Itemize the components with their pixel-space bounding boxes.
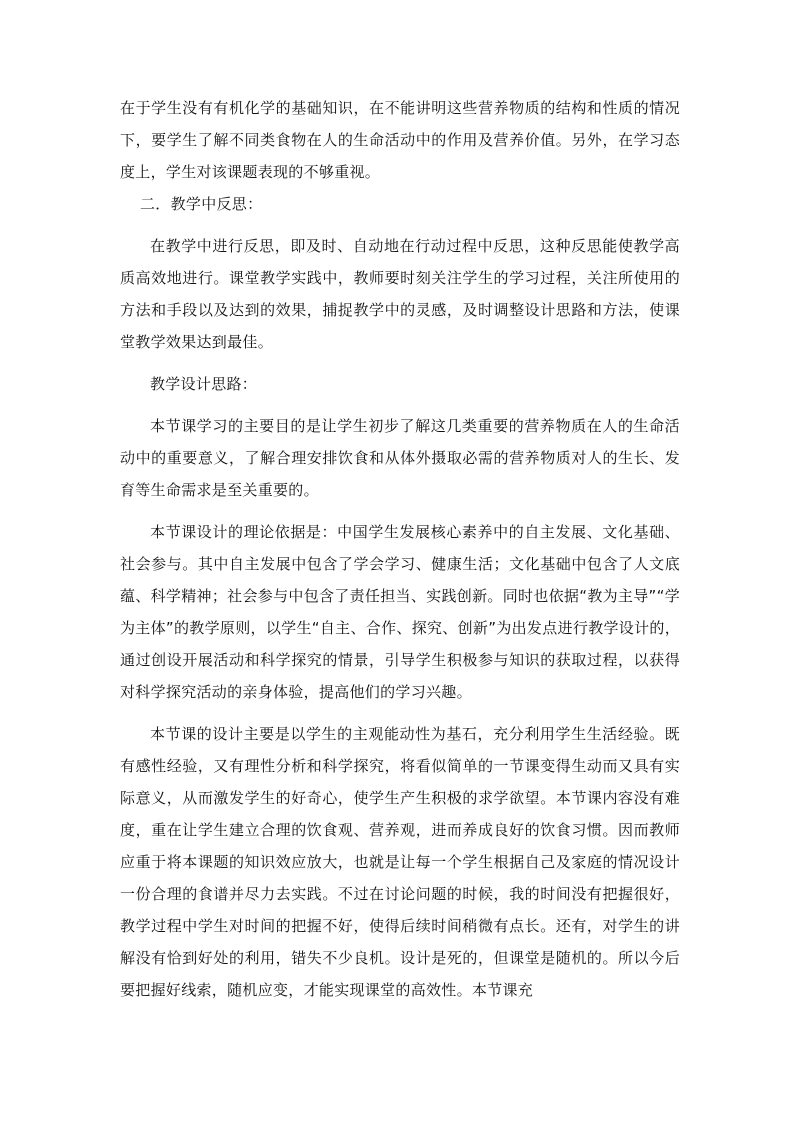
subheading-design-ideas: 教学设计思路：	[150, 375, 258, 393]
paragraph-purpose: 本节课学习的主要目的是让学生初步了解这几类重要的营养物质在人的生命活动中的重要意义，了解合理安排饮食和从体外摄取必需的营养物质对人的生长、发育等生命需求是至关重要的。	[120, 417, 680, 499]
section-heading-reflection: 二．教学中反思：	[140, 195, 263, 213]
paragraph-reflection: 在教学中进行反思，即及时、自动地在行动过程中反思，这种反思能使教学高质高效地进行。课堂教学实践中，教师要时刻关注学生的学习过程，关注所使用的方法和手段以及达到的效果，捕捉教学中的灵感，及时调整设计思路和方法，使课堂教学效果达到最佳。	[120, 237, 680, 351]
paragraph-theory: 本节课设计的理论依据是：中国学生发展核心素养中的自主发展、文化基础、社会参与。其中自主发展中包含了学会学习、健康生活；文化基础中包含了人文底蕴、科学精神；社会参与中包含了责任担当、实践创新。同时也依据“教为主导”“学为主体”的教学原则，以学生“自主、合作、探究、创新”为出发点进行教学设计的，通过创设开展活动和科学探究的情景，引导学生积极参与知识的获取过程，以获得对科学探究活动的亲身体验，提高他们的学习兴趣。	[120, 523, 680, 701]
document-body	[120, 92, 680, 1006]
paragraph-design: 本节课的设计主要是以学生的主观能动性为基石，充分利用学生生活经验。既有感性经验，又有理性分析和科学探究，将看似简单的一节课变得生动而又具有实际意义，从而激发学生的好奇心，使学生产生积极的求学欲望。本节课内容没有难度，重在让学生建立合理的饮食观、营养观，进而养成良好的饮食习惯。因而教师应重于将本课题的知识效应放大，也就是让每一个学生根据自己及家庭的情况设计一份合理的食谱并尽力去实践。不过在讨论问题的时候，我的时间没有把握很好，教学过程中学生对时间的把握不好，使得后续时间稍微有点长。还有，对学生的讲解没有恰到好处的利用，错失不少良机。设计是死的，但课堂是随机的。所以今后要把握好线索，随机应变，才能实现课堂的高效性。本节课充	[120, 725, 680, 999]
paragraph-continuation: 在于学生没有有机化学的基础知识，在不能讲明这些营养物质的结构和性质的情况下，要学生了解不同类食物在人的生命活动中的作用及营养价值。另外，在学习态度上，学生对该课题表现的不够重视。	[120, 99, 680, 181]
